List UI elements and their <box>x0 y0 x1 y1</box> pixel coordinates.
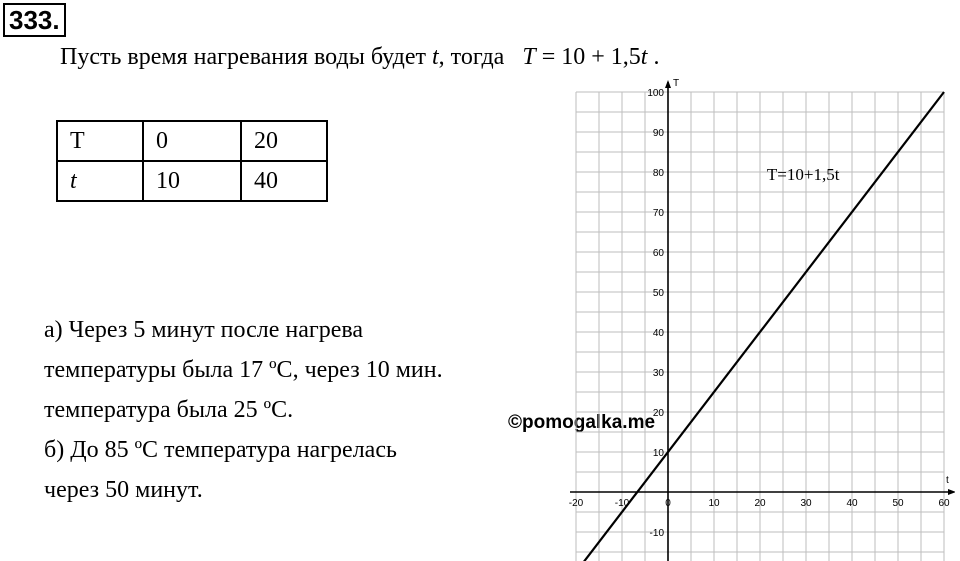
x-tick-label: 40 <box>846 498 858 509</box>
x-axis-label: t <box>946 475 949 486</box>
x-axis-arrow <box>948 489 955 495</box>
y-tick-label: 30 <box>652 368 664 379</box>
y-tick-label: 90 <box>652 128 664 139</box>
formula <box>522 44 659 70</box>
y-tick-label: -10 <box>649 528 664 539</box>
formula-t: t <box>640 44 648 70</box>
y-tick-label: 50 <box>652 288 664 299</box>
y-tick-label: 100 <box>647 88 664 99</box>
values-table <box>56 120 328 202</box>
problem-number: 333. <box>3 3 66 37</box>
y-tick-label: 70 <box>652 208 664 219</box>
x-tick-label: -20 <box>568 498 584 509</box>
x-tick-label: 10 <box>708 498 720 509</box>
formula-end: . <box>647 44 660 70</box>
y-tick-label: 40 <box>652 328 664 339</box>
table-cell: 0 <box>143 121 241 161</box>
temperature-graph <box>555 70 955 561</box>
table-cell: 20 <box>241 121 327 161</box>
y-tick-label: 20 <box>652 408 664 419</box>
answer-line: б) До 85 ºС температура нагрелась <box>44 437 397 463</box>
watermark: ©pomogalka.me <box>508 412 656 433</box>
formula-rest: = 10 + 1,5 <box>535 44 641 70</box>
x-tick-label: 60 <box>938 498 950 509</box>
statement-variable: t <box>431 44 439 70</box>
x-tick-label: 20 <box>754 498 766 509</box>
statement-text: Пусть время нагревания воды будет <box>60 44 432 70</box>
chart-axes <box>570 78 955 561</box>
statement-after: , тогда <box>438 44 505 70</box>
formula-T: T <box>522 44 536 70</box>
table-cell-head: T <box>57 121 143 161</box>
answer-line: а) Через 5 минут после нагрева <box>44 317 364 343</box>
table-row <box>57 161 327 201</box>
answers <box>44 312 443 512</box>
problem-statement <box>60 44 659 71</box>
x-tick-label: 50 <box>892 498 904 509</box>
answer-line: температура была 25 ºС. <box>44 397 294 423</box>
table-cell: 10 <box>143 161 241 201</box>
table-cell-head: t <box>57 161 143 201</box>
answer-line: температуры была 17 ºС, через 10 мин. <box>44 357 443 383</box>
y-tick-label: 10 <box>652 448 664 459</box>
y-tick-label: 80 <box>652 168 664 179</box>
y-tick-label: 60 <box>652 248 664 259</box>
x-tick-label: -10 <box>614 498 630 509</box>
y-axis-label: T <box>673 78 680 89</box>
table-row <box>57 121 327 161</box>
series-label: T=10+1,5t <box>766 165 840 184</box>
answer-line: через 50 минут. <box>44 477 203 503</box>
x-tick-label: 0 <box>665 498 671 509</box>
table-cell: 40 <box>241 161 327 201</box>
x-tick-label: 30 <box>800 498 812 509</box>
y-axis-arrow <box>665 80 671 88</box>
chart-tick-labels <box>569 88 950 539</box>
